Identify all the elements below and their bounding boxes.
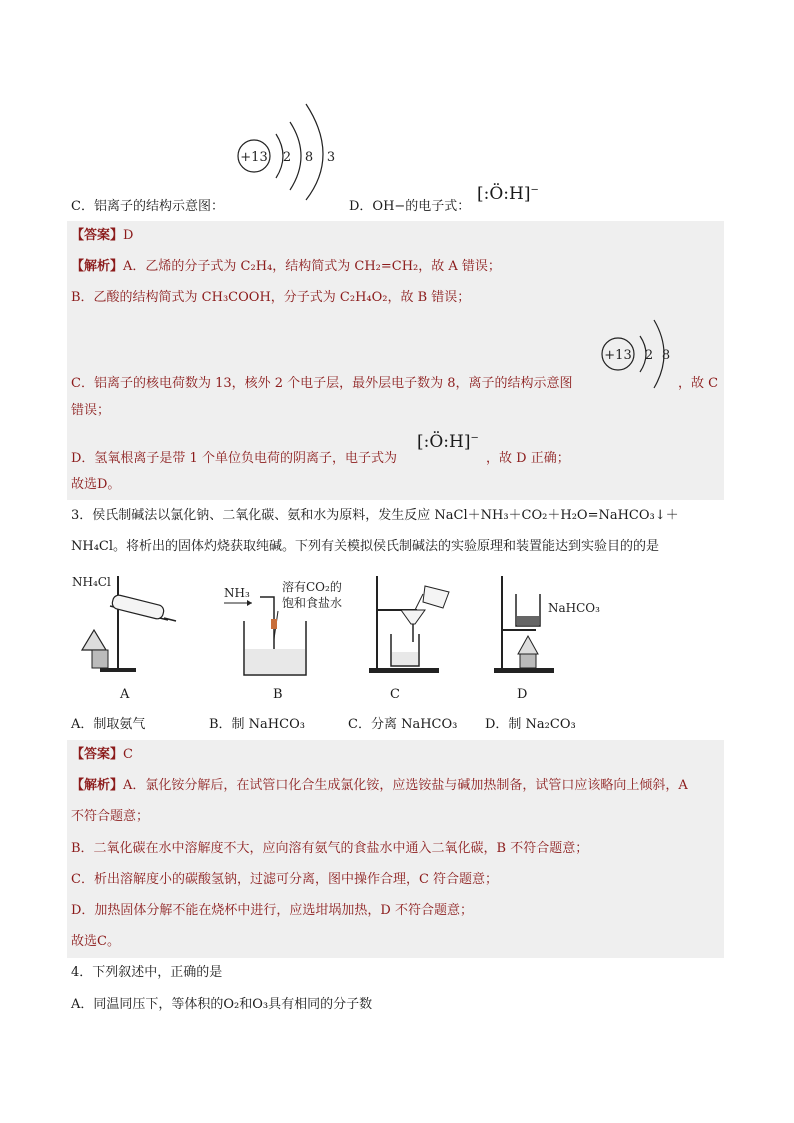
apparatus-b-figure bbox=[220, 575, 360, 680]
figure-letter-b: B bbox=[273, 687, 283, 702]
answer-value: D bbox=[123, 228, 134, 243]
nucleus-charge: +13 bbox=[240, 150, 268, 165]
q3-answer-value: C bbox=[123, 747, 133, 762]
ion-shell-2-count: 8 bbox=[661, 348, 671, 363]
aluminum-ion-diagram bbox=[598, 316, 674, 392]
q2-conclusion: 故选D。 bbox=[71, 477, 121, 492]
q2-analysis-c-part3: 错误； bbox=[71, 403, 111, 418]
apparatus-b-solution-label-1: 溶有CO₂的 bbox=[282, 580, 342, 594]
analysis-hydroxide-formula-body: [:Ö:H] bbox=[417, 432, 471, 452]
apparatus-d-label: NaHCO₃ bbox=[548, 601, 600, 615]
q2-analysis-b: B．乙酸的结构简式为 CH₃COOH，分子式为 C₂H₄O₂，故 B 错误； bbox=[71, 290, 471, 305]
analysis-tag: 【解析】 bbox=[71, 259, 124, 274]
apparatus-b-gas-label: NH₃ bbox=[224, 586, 250, 600]
q3-stem-line2: NH₄Cl。将析出的固体灼烧获取纯碱。下列有关模拟侯氏制碱法的实验原理和装置能达到实验目的的是 bbox=[71, 539, 660, 554]
q2-answer bbox=[71, 227, 133, 245]
answer-tag: 【答案】 bbox=[71, 228, 124, 243]
q2-analysis-a bbox=[71, 258, 501, 276]
figure-letter-d: D bbox=[517, 687, 528, 702]
q2-analysis-d-part1: D．氢氧根离子是带 1 个单位负电荷的阴离子，电子式为 bbox=[71, 451, 397, 466]
q3-analysis-a-text: A．氯化铵分解后，在试管口化合生成氯化铵，应选铵盐与碱加热制备，试管口应该略向上倾斜，A bbox=[123, 778, 688, 793]
analysis-hydroxide-charge: − bbox=[470, 432, 479, 444]
q3-conclusion: 故选C。 bbox=[71, 934, 120, 949]
aluminum-atom-diagram bbox=[232, 96, 352, 202]
shell-1-count: 2 bbox=[282, 150, 292, 165]
ion-shell-1-count: 2 bbox=[644, 348, 654, 363]
q2-analysis-c-part1: C．铝离子的核电荷数为 13，核外 2 个电子层，最外层电子数为 8，离子的结构示意图 bbox=[71, 376, 573, 391]
q2-analysis-c-part2: ，故 C bbox=[678, 376, 719, 391]
q3-analysis-tag: 【解析】 bbox=[71, 778, 124, 793]
q3-option-c: C．分离 NaHCO₃ bbox=[348, 717, 458, 732]
hydroxide-charge: − bbox=[530, 184, 539, 196]
apparatus-a-label: NH₄Cl bbox=[72, 575, 111, 589]
figure-letter-c: C bbox=[390, 687, 400, 702]
q3-analysis-a-cont: 不符合题意； bbox=[71, 809, 150, 824]
analysis-hydroxide-formula bbox=[417, 432, 479, 452]
figure-letter-a: A bbox=[120, 687, 130, 702]
q2-option-c: C．铝离子的结构示意图： bbox=[71, 199, 224, 214]
q3-option-d: D．制 Na₂CO₃ bbox=[485, 717, 576, 732]
q3-option-b: B．制 NaHCO₃ bbox=[209, 717, 305, 732]
q4-stem: 4．下列叙述中，正确的是 bbox=[71, 965, 223, 980]
q2-option-d: D．OH−的电子式： bbox=[349, 199, 471, 214]
analysis-a-text: A．乙烯的分子式为 C₂H₄，结构简式为 CH₂=CH₂，故 A 错误； bbox=[123, 259, 501, 274]
shell-2-count: 8 bbox=[304, 150, 314, 165]
q3-analysis-b: B．二氧化碳在水中溶解度不大，应向溶有氨气的食盐水中通入二氧化碳，B 不符合题意； bbox=[71, 841, 589, 856]
hydroxide-electron-formula bbox=[477, 184, 539, 204]
q3-analysis-a bbox=[71, 777, 688, 795]
apparatus-a-figure bbox=[70, 570, 180, 680]
shell-3-count: 3 bbox=[326, 150, 336, 165]
apparatus-d-figure bbox=[490, 572, 620, 677]
q3-stem-line1: 3．侯氏制碱法以氯化钠、二氧化碳、氨和水为原料，发生反应 NaCl＋NH₃＋CO₂＋H₂O=NaHCO₃↓＋ bbox=[71, 508, 679, 523]
q3-answer bbox=[71, 746, 133, 764]
q4-option-a: A．同温同压下，等体积的O₂和O₃具有相同的分子数 bbox=[71, 997, 373, 1012]
q3-option-a: A．制取氨气 bbox=[71, 717, 146, 732]
apparatus-c-figure bbox=[365, 572, 455, 677]
hydroxide-formula-body: [:Ö:H] bbox=[477, 184, 531, 204]
q3-answer-tag: 【答案】 bbox=[71, 747, 124, 762]
q3-analysis-d: D．加热固体分解不能在烧杯中进行，应选坩埚加热，D 不符合题意； bbox=[71, 903, 473, 918]
ion-nucleus-charge: +13 bbox=[604, 348, 632, 363]
q3-analysis-c: C．析出溶解度小的碳酸氢钠，过滤可分离，图中操作合理，C 符合题意； bbox=[71, 872, 499, 887]
apparatus-b-solution-label-2: 饱和食盐水 bbox=[282, 596, 343, 610]
q2-analysis-d-part2: ，故 D 正确； bbox=[486, 451, 570, 466]
